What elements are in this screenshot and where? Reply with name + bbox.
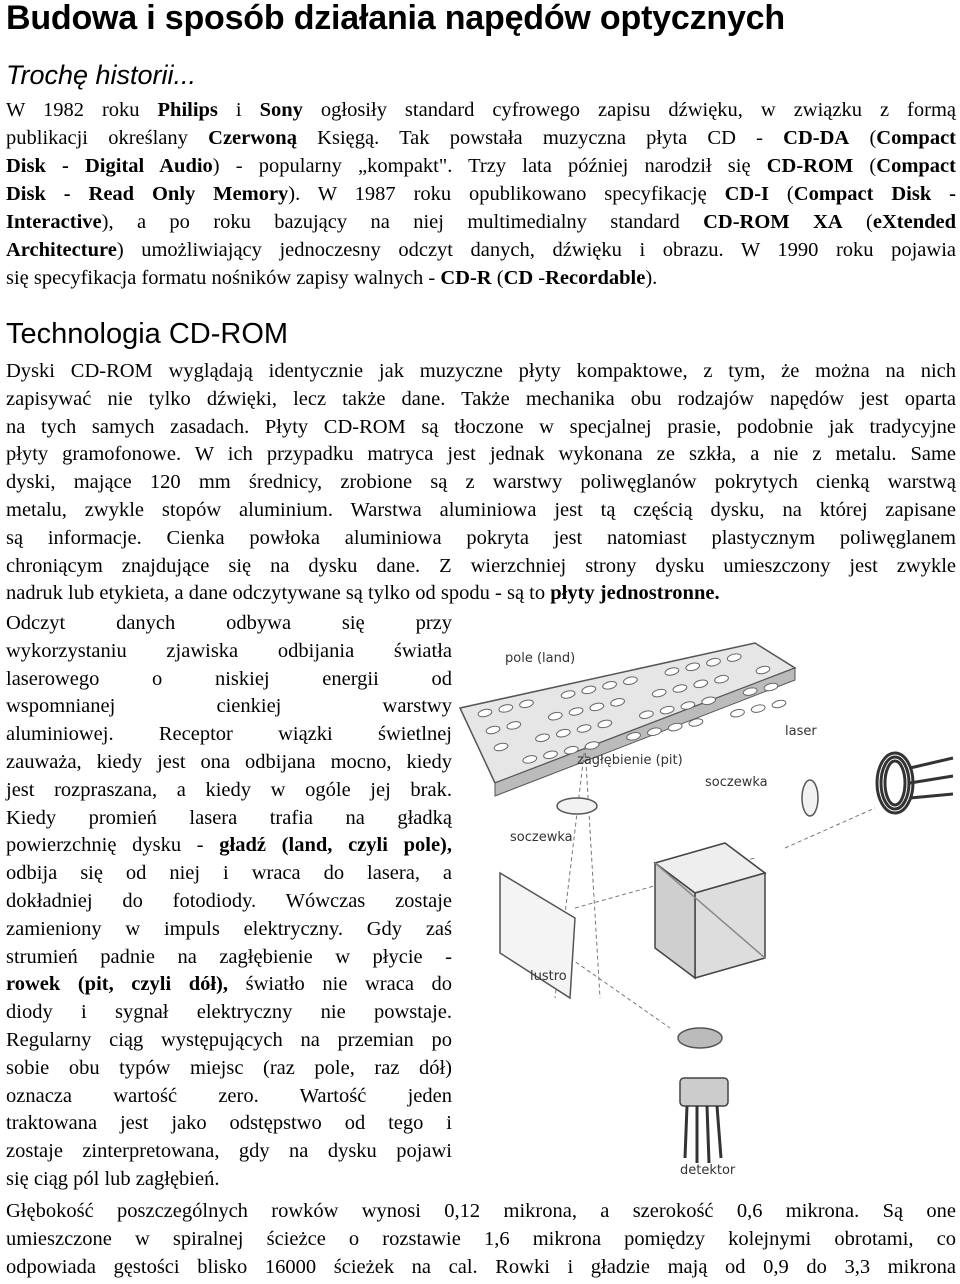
bold-term: płyty jednostronne. [550, 582, 720, 605]
bold-term: Disk - Digital Audio [6, 155, 213, 177]
text-line: na tych samych zasadach. Płyty CD-ROM są tłoczone w specjalnej prasie, podobnie jak tradycyjne [6, 415, 956, 438]
text-line: Odczyt danych odbywa się przy [6, 612, 452, 634]
bold-term: CD [503, 267, 534, 289]
text-line: dokładniej do fotodiody. Wówczas zostaje [6, 890, 452, 912]
text-line: zauważa, kiedy jest ona odbijana mocno, kiedy [6, 751, 452, 773]
text-line: się specyfikacja formatu nośników zapisy walnych - CD-R (CD -Recordable). [6, 267, 658, 289]
text-line: się ciąg pól lub zagłębień. [6, 1168, 220, 1190]
bold-term: Philips [157, 99, 218, 121]
text-line: wspomnianej cienkiej warstwy [6, 695, 452, 718]
bold-term: Recordable [545, 267, 646, 289]
text-line: Regularny ciąg występujących na przemian po [6, 1029, 452, 1051]
text-line: traktowana jest jako odstępstwo od tego i [6, 1112, 452, 1135]
text-line: Interactive), a po roku bazujący na niej multimedialny standard CD-ROM XA (eXtended [6, 211, 957, 233]
bold-term: Czerwoną [208, 127, 297, 149]
bold-term: Compact Disk - [793, 183, 956, 205]
text-line: płyty gramofonowe. W ich przypadku matryca jest jednak wykonana ze szkła, a nie z metalu. Same [6, 443, 956, 466]
laser-icon [877, 753, 953, 813]
text-line: Disk - Digital Audio) - popularny „kompakt". Trzy lata później narodził się CD-ROM (Compact [6, 155, 956, 177]
bold-term: CD-I [724, 183, 770, 205]
bold-term: Interactive [6, 211, 102, 233]
bold-term: CD-DA [783, 127, 850, 149]
text-line: odpowiada gęstości blisko 16000 ścieżek na cal. Rowki i gładzie mają od 0,9 do 3,3 mikrona [6, 1256, 956, 1278]
text-line: zostaje zinterpretowana, gdy na dysku pojawi [6, 1140, 452, 1163]
lens-top-icon [557, 798, 597, 814]
bold-term: CD-ROM [766, 155, 854, 177]
text-line: jest rozpraszana, a kiedy w ogóle jej brak. [6, 778, 452, 801]
bold-term: Compact [876, 155, 956, 177]
text-line: Architecture) umożliwiający jednoczesny odczyt danych, dźwięku i obrazu. W 1990 roku pojawia [6, 239, 956, 261]
prism-icon [655, 843, 765, 978]
text-line: nadruk lub etykieta, a dane odczytywane są tylko od spodu - są to płyty jednostronne. [6, 582, 720, 605]
label-detector: detektor [680, 1163, 736, 1178]
bold-term: Disk - Read Only Memory [6, 183, 289, 205]
text-line: Kiedy promień lasera trafia na gładką [6, 806, 452, 829]
lens-lower-icon [678, 1028, 722, 1048]
section-heading-cdrom: Technologia CD-ROM [6, 318, 289, 350]
text-line: W 1982 roku Philips i Sony ogłosiły standard cyfrowego zapisu dźwięku, w związku z formą [6, 99, 956, 121]
text-line: aluminiowej. Receptor wiązki świetlnej [6, 723, 452, 746]
bold-term: CD-R [440, 267, 492, 289]
bold-term: Architecture [6, 239, 117, 261]
bold-term: Sony [259, 99, 303, 121]
text-line: strumień padnie na zagłębienie w płycie - [6, 945, 452, 968]
text-line: metalu, zwykle stopów aluminium. Warstwa aluminiowa jest tą częścią dysku, na której zapisane [6, 499, 956, 521]
lens-right-icon [802, 780, 818, 816]
label-mirror: lustro [530, 969, 567, 984]
text-line: wykorzystaniu zjawiska odbijania światła [6, 639, 452, 662]
label-laser: laser [785, 724, 817, 739]
detector-icon [680, 1078, 728, 1163]
text-line: sobie obu typów miejsc (raz pole, raz dół) [6, 1056, 452, 1079]
bold-term: eXtended [872, 211, 957, 233]
text-line: dyski, mające 120 mm średnicy, zrobione są z warstwy poliwęglanów pokrytych cienką warstwą [6, 471, 956, 494]
label-land: pole (land) [505, 651, 576, 666]
pit-mark [751, 704, 766, 714]
section-heading-history: Trochę historii... [6, 60, 197, 90]
text-line: oznacza wartość zero. Wartość jeden [6, 1084, 452, 1107]
text-line: są informacje. Cienka powłoka aluminiowa pokryta jest natomiast plastycznym poliwęglanem [6, 526, 956, 549]
text-line: publikacji określany Czerwoną Księgą. Tak powstała muzyczna płyta CD - CD-DA (Compact [6, 127, 956, 149]
text-line: umieszczone w spiralnej ścieżce o rozstawie 1,6 mikrona pomiędzy kolejnymi obrotami, co [6, 1228, 956, 1250]
pit-mark [771, 699, 786, 709]
page-title: Budowa i sposób działania napędów optycznych [6, 0, 785, 37]
text-line: laserowego o niskiej energii od [6, 667, 452, 690]
bold-term: Compact [876, 127, 956, 149]
label-lens-top: soczewka [705, 775, 768, 790]
bold-term: gładź (land, czyli pole), [219, 834, 452, 857]
bold-term: CD-ROM XA [703, 211, 843, 233]
text-line: chroniącym znajdujące się na dysku dane. Z wierzchniej strony dysku umieszczony jest zwykle [6, 554, 956, 577]
text-line: diody i sygnał elektryczny nie powstaje. [6, 1001, 452, 1024]
text-line: zapisywać nie tylko dźwięki, lecz także dane. Także mechanika obu rodzajów napędów jest oparta [6, 387, 956, 410]
text-line: Disk - Read Only Memory). W 1987 roku opublikowano specyfikację CD-I (Compact Disk - [6, 183, 956, 205]
bold-term: rowek (pit, czyli dół), [6, 973, 229, 996]
label-pit: zagłębienie (pit) [577, 753, 683, 768]
label-lens-left: soczewka [510, 830, 573, 845]
text-line: zamieniony w impuls elektryczny. Gdy zaś [6, 917, 452, 940]
text-line: Głębokość poszczególnych rowków wynosi 0,12 mikrona, a szerokość 0,6 mikrona. Są one [6, 1200, 956, 1222]
text-line: odbija się od niej i wraca do lasera, a [6, 862, 452, 885]
text-line: Dyski CD-ROM wyglądają identycznie jak muzyczne płyty kompaktowe, z tym, że można na nich [6, 360, 956, 382]
optical-drive-diagram [455, 628, 955, 1188]
text-line: powierzchnię dysku - gładź (land, czyli pole), [6, 834, 452, 857]
pit-mark [730, 708, 745, 718]
text-line: rowek (pit, czyli dół), światło nie wraca do [6, 973, 452, 996]
